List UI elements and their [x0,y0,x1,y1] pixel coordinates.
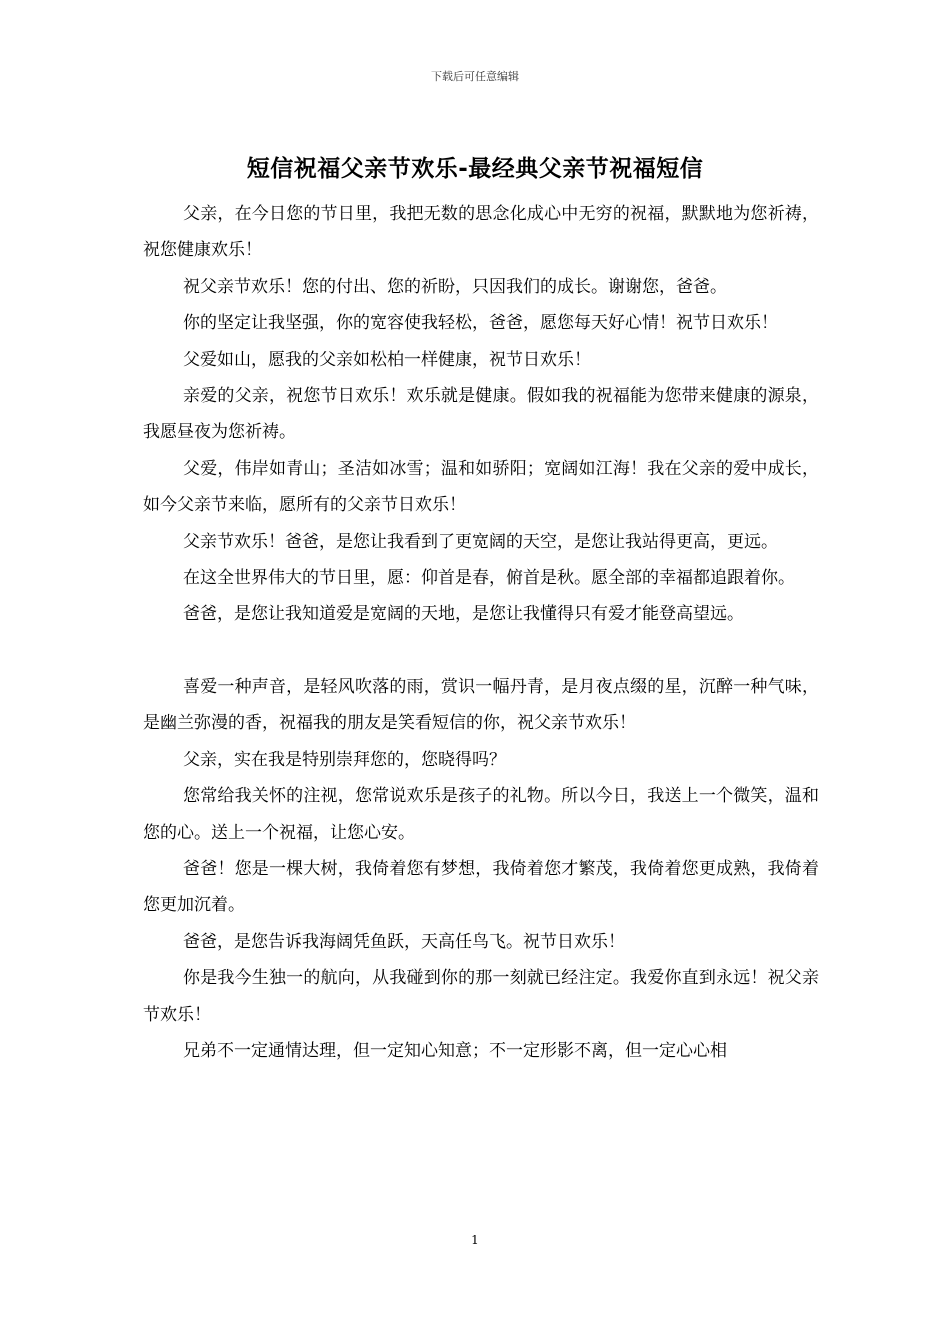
paragraph: 你的坚定让我坚强，你的宽容使我轻松，爸爸，愿您每天好心情！祝节日欢乐！ [183,313,778,334]
paragraph: 爸爸，是您让我知道爱是宽阔的天地，是您让我懂得只有爱才能登高望远。 [183,604,744,625]
paragraph: 父爱如山，愿我的父亲如松柏一样健康，祝节日欢乐！ [183,349,591,370]
document-body [143,196,819,1069]
paragraph: 父亲，在今日您的节日里，我把无数的思念化成心中无穷的祝福，默默地为您祈祷，祝您健康欢乐！ [143,204,819,261]
paragraph: 兄弟不一定通情达理，但一定知心知意；不一定形影不离，但一定心心相 [183,1040,727,1061]
document-title: 短信祝福父亲节欢乐-最经典父亲节祝福短信 [246,156,704,182]
paragraph: 祝父亲节欢乐！您的付出、您的祈盼，只因我们的成长。谢谢您，爸爸。 [183,276,727,297]
paragraph: 您常给我关怀的注视，您常说欢乐是孩子的礼物。所以今日，我送上一个微笑，温和您的心。送上一个祝福，让您心安。 [143,786,819,843]
paragraph: 父爱，伟岸如青山；圣洁如冰雪；温和如骄阳；宽阔如江海！我在父亲的爱中成长，如今父亲节来临，愿所有的父亲节日欢乐！ [143,458,819,516]
header-note: 下载后可任意编辑 [431,70,519,83]
paragraph: 在这全世界伟大的节日里，愿：仰首是春，俯首是秋。愿全部的幸福都追跟着你。 [183,568,795,589]
paragraph: 爸爸，是您告诉我海阔凭鱼跃，天高任鸟飞。祝节日欢乐！ [183,931,625,952]
paragraph: 你是我今生独一的航向，从我碰到你的那一刻就已经注定。我爱你直到永远！祝父亲节欢乐！ [143,968,819,1025]
paragraph: 亲爱的父亲，祝您节日欢乐！欢乐就是健康。假如我的祝福能为您带来健康的源泉，我愿昼夜为您祈祷。 [143,386,819,443]
page-number: 1 [471,1233,479,1247]
paragraph: 喜爱一种声音，是轻风吹落的雨，赏识一幅丹青，是月夜点缀的星，沉醉一种气味，是幽兰弥漫的香，祝福我的朋友是笑看短信的你，祝父亲节欢乐！ [143,676,819,734]
paragraph: 爸爸！您是一棵大树，我倚着您有梦想，我倚着您才繁茂，我倚着您更成熟，我倚着您更加沉着。 [143,858,819,916]
paragraph: 父亲节欢乐！爸爸，是您让我看到了更宽阔的天空，是您让我站得更高，更远。 [183,531,778,552]
paragraph: 父亲，实在我是特别崇拜您的，您晓得吗？ [183,749,506,770]
